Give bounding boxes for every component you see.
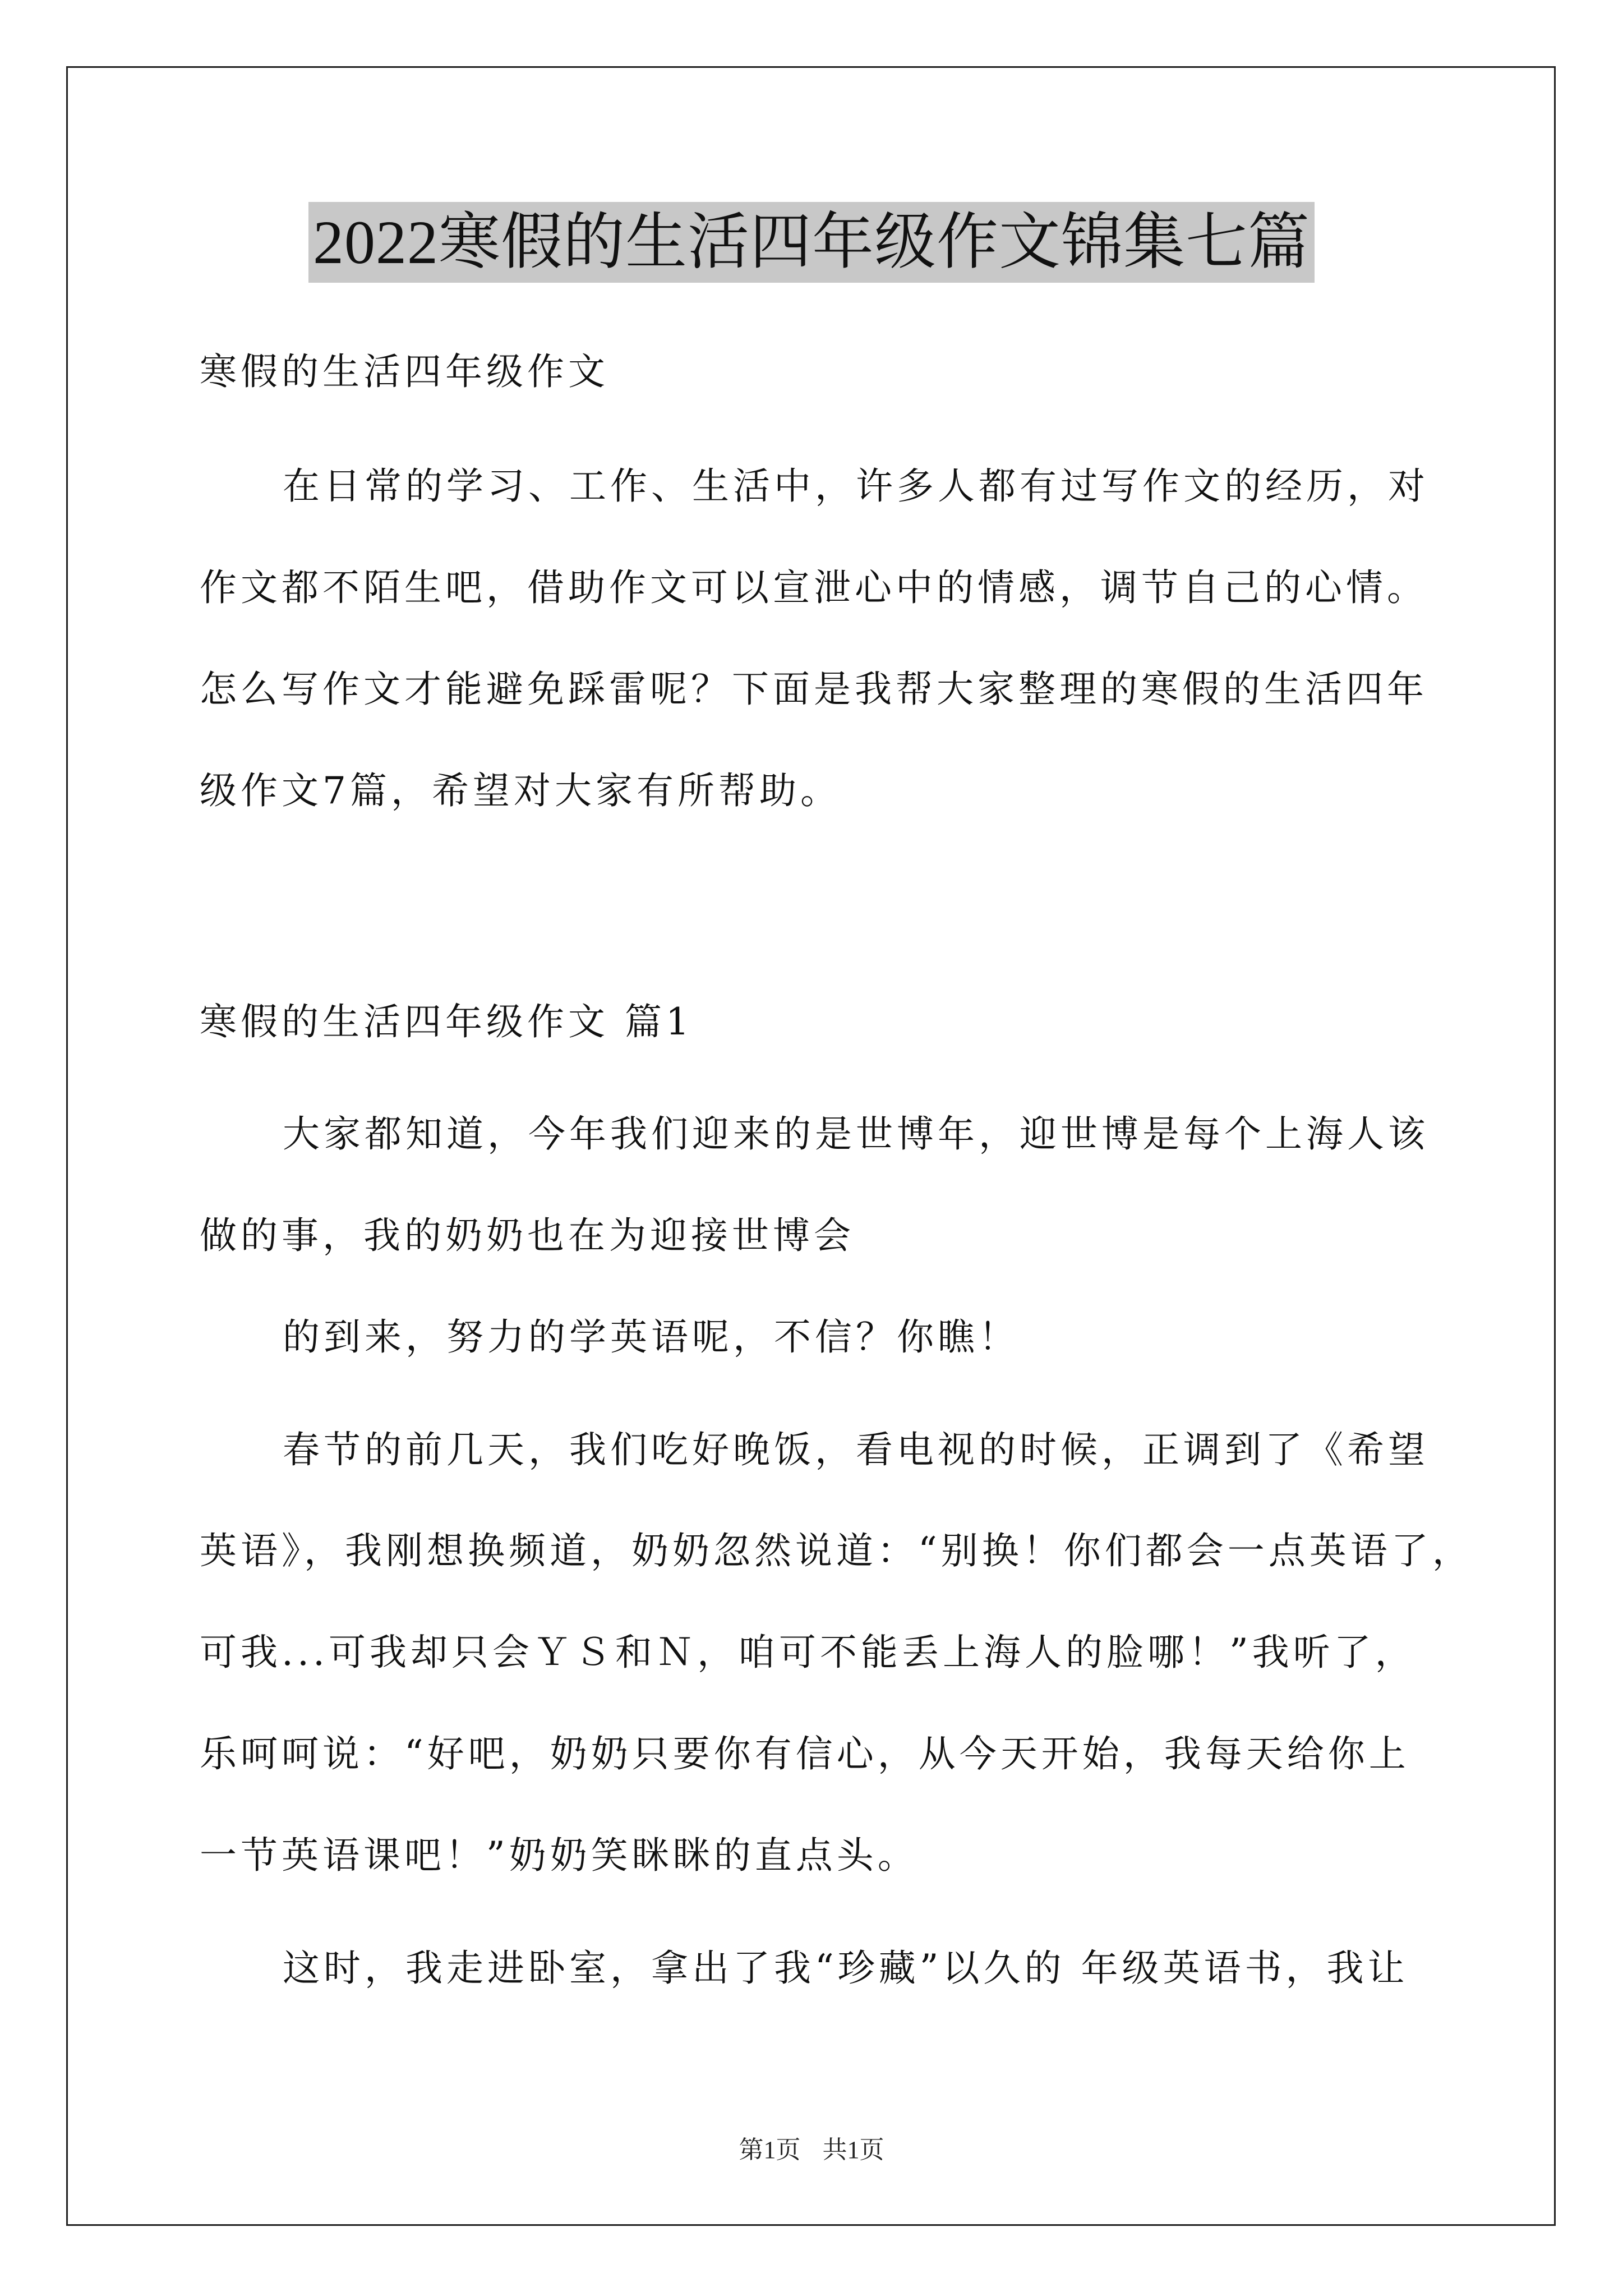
paragraph-line: 在日常的学习、工作、生活中，许多人都有过写作文的经历，对 [283, 464, 1429, 508]
paragraph-line: 怎么写作文才能避免踩雷呢？下面是我帮大家整理的寒假的生活四年 [200, 668, 1428, 711]
paragraph-line: 春节的前几天，我们吃好晚饭，看电视的时候，正调到了《希望 [283, 1428, 1429, 1471]
page-footer [0, 2129, 1623, 2165]
page-number-current: 第1页 [739, 2136, 801, 2164]
title-wrap [0, 202, 1623, 283]
section-heading: 寒假的生活四年级作文 [200, 350, 609, 393]
section-heading: 寒假的生活四年级作文 篇1 [200, 1000, 693, 1043]
paragraph-line: 英语》，我刚想换频道，奶奶忽然说道：“别换！你们都会一点英语了， [200, 1529, 1473, 1572]
paragraph-line: 大家都知道，今年我们迎来的是世博年，迎世博是每个上海人该 [283, 1112, 1429, 1156]
paragraph-line: 级作文7篇，希望对大家有所帮助。 [200, 769, 841, 812]
document-title: 2022寒假的生活四年级作文锦集七篇 [308, 202, 1315, 283]
paragraph-line: 作文都不陌生吧，借助作文可以宣泄心中的情感，调节自己的心情。 [200, 566, 1428, 609]
paragraph-line: 的到来，努力的学英语呢，不信？你瞧！ [283, 1315, 1020, 1359]
paragraph-line: 一节英语课吧！”奶奶笑眯眯的直点头。 [200, 1834, 919, 1877]
paragraph-line: 可我...可我却只会ＹＳ和Ｎ，咱可不能丢上海人的脸哪！”我听了， [200, 1631, 1416, 1674]
paragraph-line: 这时，我走进卧室，拿出了我“珍藏”以久的 年级英语书，我让 [283, 1947, 1409, 1990]
paragraph-line: 乐呵呵说：“好吧，奶奶只要你有信心，从今天开始，我每天给你上 [200, 1732, 1410, 1775]
page-number-total: 共1页 [822, 2136, 884, 2164]
paragraph-line: 做的事，我的奶奶也在为迎接世博会 [200, 1214, 855, 1257]
